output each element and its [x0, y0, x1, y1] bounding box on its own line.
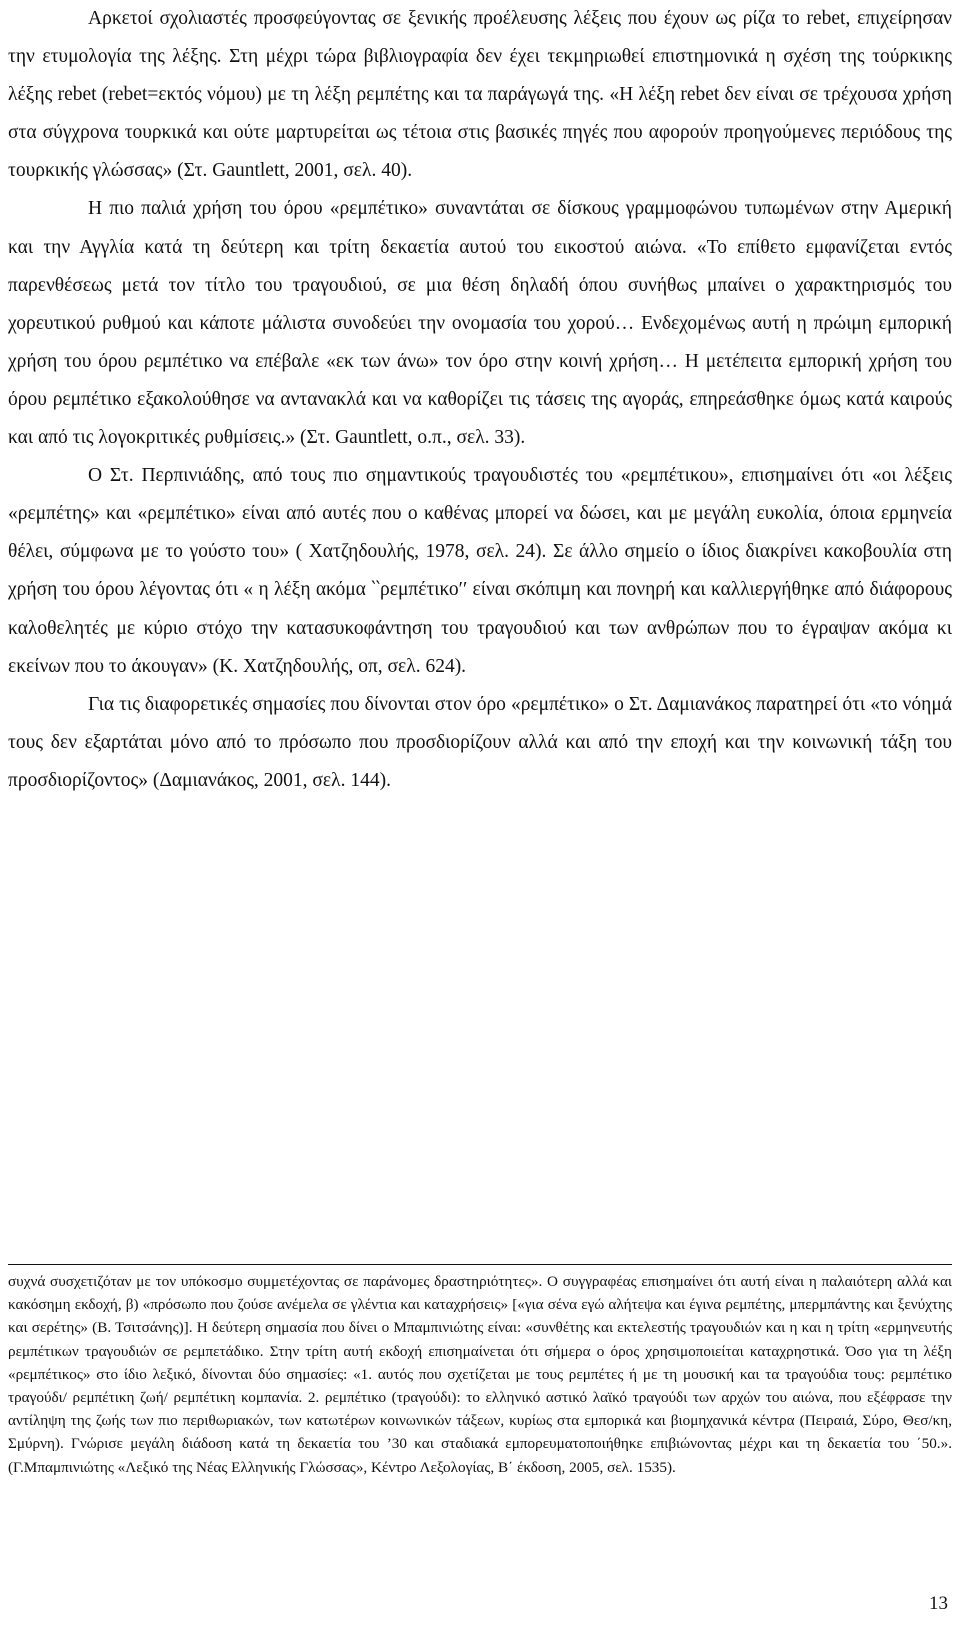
- paragraph-damianakos: Για τις διαφορετικές σημασίες που δίνονται στον όρο «ρεμπέτικο» ο Στ. Δαμιανάκος παρατηρεί ότι «το νόημά τους δεν εξαρτάται μόνο από το πρόσωπο που προσδιορίζουν αλλά και από την εποχή και την κοινωνική τάξη του προσδιορίζοντος» (Δαμιανάκος, 2001, σελ. 144).: [8, 693, 952, 791]
- paragraph-etymology: Αρκετοί σχολιαστές προσφεύγοντας σε ξενικής προέλευσης λέξεις που έχουν ως ρίζα το rebet, επιχείρησαν την ετυμολογία της λέξης. Στη μέχρι τώρα βιβλιογραφία δεν έχει τεκμηριωθεί επιστημονικά η σχέση της τούρκικης λέξης rebet (rebet=εκτός νόμου) με τη λέξη ρεμπέτης και τα παράγωγά της. «Η λέξη rebet δεν είναι σε τρέχουσα χρήση στα σύγχρονα τουρκικά και ούτε μαρτυρείται ως τέτοια στις βασικές πηγές που αφορούν προηγούμενες περιόδους της τουρκικής γλώσσας» (Στ. Gauntlett, 2001, σελ. 40).: [8, 8, 952, 182]
- footnote-block: [8, 1270, 952, 1479]
- footnote-text: συχνά συσχετιζόταν με τον υπόκοσμο συμμετέχοντας σε παράνομες δραστηριότητες». Ο συγγραφέας επισημαίνει ότι αυτή είναι η παλαιότερη αλλά και κακόσημη εκδοχή, β) «πρόσωπο που ζούσε ανέμελα σε γλέντια και καταχρήσεις» [«για σένα εγώ αλήτεψα και έγινα ρεμπέτης, μπερμπάντης και ξενύχτης και σερέτης» (Β. Τσιτσάνης)]. Η δεύτερη σημασία που δίνει ο Μπαμπινιώτης είναι: «συνθέτης και εκτελεστής τραγουδιών και η και η τρίτη «ερμηνευτής ρεμπέτικων τραγουδιών σε ρεμπετάδικο. Στην τρίτη αυτή εκδοχή επισημαίνεται ότι σήμερα ο όρος χρησιμοποιείται καταχρηστικά. Όσο για τη λέξη «ρεμπέτικος» στο ίδιο λεξικό, δίνονται δύο σημασίες: «1. αυτός που σχετίζεται με τους ρεμπέτες ή με τη μουσική και τα τραγούδια τους: ρεμπέτικο τραγούδι/ ρεμπέτικη ζωή/ ρεμπέτικη κομπανία. 2. ρεμπέτικο (τραγούδι): το ελληνικό αστικό λαϊκό τραγούδι των αρχών του αιώνα, που εξέφρασε την αντίληψη της ζωής των πιο περιθωριακών, των κατωτέρων κοινωνικών τάξεων, κυρίως στα εμπορικά και βιομηχανικά κέντρα (Πειραιά, Σύρο, Θεσ/κη, Σμύρνη). Γνώρισε μεγάλη διάδοση κατά τη δεκαετία του ’30 και σταδιακά εμπορευματοποιήθηκε επιβιώνοντας μέχρι και τη δεκαετία του ΄50.». (Γ.Μπαμπινιώτης «Λεξικό της Νέας Ελληνικής Γλώσσας», Κέντρο Λεξολογίας, Β΄ έκδοση, 2005, σελ. 1535).: [8, 1273, 952, 1476]
- main-text: [8, 0, 952, 800]
- paragraph-perpiniadis: Ο Στ. Περπινιάδης, από τους πιο σημαντικούς τραγουδιστές του «ρεμπέτικου», επισημαίνει ότι «οι λέξεις «ρεμπέτης» και «ρεμπέτικο» είναι από αυτές που ο καθένας μπορεί να δώσει, και με μεγάλη ευκολία, όποια ερμηνεία θέλει, σύμφωνα με το γούστο του» ( Χατζηδουλής, 1978, σελ. 24). Σε άλλο σημείο ο ίδιος διακρίνει κακοβουλία στη χρήση του όρου λέγοντας ότι « η λέξη ακόμα ‵‵ρεμπέτικο′′ είναι σκόπιμη και πονηρή και καλλιεργήθηκε από διάφορους καλοθελητές με κύριο στόχο την κατασυκοφάντηση του τραγουδιού και των ανθρώπων που το έγραψαν ακόμα κι εκείνων που το άκουγαν» (Κ. Χατζηδουλής, οπ, σελ. 624).: [8, 465, 952, 677]
- paragraph-earliest-use: Η πιο παλιά χρήση του όρου «ρεμπέτικο» συναντάται σε δίσκους γραμμοφώνου τυπωμένων στην Αμερική και την Αγγλία κατά τη δεύτερη και τρίτη δεκαετία αυτού του εικοστού αιώνα. «Το επίθετο εμφανίζεται εντός παρενθέσεως μετά τον τίτλο του τραγουδιού, σε μια θέση δηλαδή όπου συνήθως μπαίνει ο χαρακτηρισμός του χορευτικού ρυθμού και κάποτε μάλιστα συνοδεύει την ονομασία του χορού… Ενδεχομένως αυτή η πρώιμη εμπορική χρήση του όρου ρεμπέτικο να επέβαλε «εκ των άνω» τον όρο στην κοινή χρήση… Η μετέπειτα εμπορική χρήση του όρου ρεμπέτικο εξακολούθησε να αντανακλά και να καθορίζει τις τάσεις της αγοράς, επηρεάσθηκε όμως κατά καιρούς και από τις λογοκριτικές ρυθμίσεις.» (Στ. Gauntlett, ο.π., σελ. 33).: [8, 198, 952, 449]
- footnote-divider: [8, 1264, 952, 1265]
- page-number: 13: [929, 1593, 948, 1614]
